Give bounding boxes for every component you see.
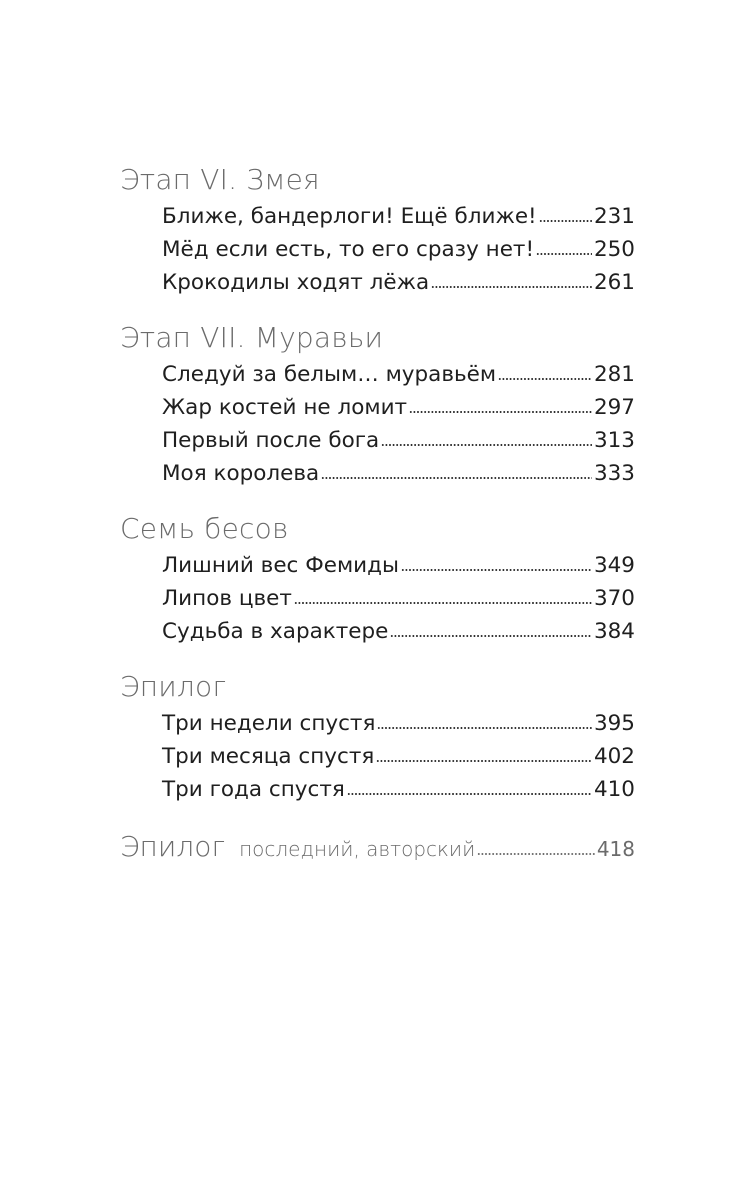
final-epilogue-subtitle: последний, авторский: [239, 837, 476, 861]
section-title: Семь бесов: [120, 512, 289, 545]
toc-entry[interactable]: [162, 463, 635, 485]
page-number: 231: [593, 204, 635, 229]
dot-leader: [390, 635, 592, 637]
toc-entry[interactable]: [162, 746, 635, 768]
entry-title: Три месяца спустя: [162, 744, 375, 769]
entry-title: Судьба в характере: [162, 619, 389, 644]
page-number: 250: [593, 237, 635, 262]
dot-leader: [431, 286, 592, 288]
entry-title: Лишний вес Фемиды: [162, 553, 399, 578]
page-number: 395: [593, 711, 635, 736]
dot-leader: [498, 378, 592, 380]
entry-title: Мёд если есть, то его сразу нет!: [162, 237, 535, 262]
dot-leader: [377, 727, 592, 729]
toc-entry[interactable]: [162, 239, 635, 261]
page-number: 349: [593, 553, 635, 578]
page-number: 333: [593, 461, 635, 486]
dot-leader: [294, 602, 592, 604]
dot-leader: [477, 853, 595, 855]
toc-entry[interactable]: [162, 779, 635, 801]
page-number: 281: [593, 362, 635, 387]
toc-entry[interactable]: [162, 364, 635, 386]
section-title: Эпилог: [120, 670, 227, 703]
final-epilogue-entry[interactable]: [120, 830, 635, 863]
page-number: 418: [596, 837, 635, 861]
toc-entry[interactable]: [162, 713, 635, 735]
entry-title: Жар костей не ломит: [162, 395, 408, 420]
toc-entry[interactable]: [162, 206, 635, 228]
final-epilogue-title: Эпилог: [120, 830, 226, 863]
dot-leader: [536, 253, 592, 255]
entry-title: Три года спустя: [162, 777, 345, 802]
toc-entry[interactable]: [162, 621, 635, 643]
page-number: 370: [593, 586, 635, 611]
dot-leader: [321, 477, 592, 479]
toc-entry[interactable]: [162, 588, 635, 610]
entry-title: Липов цвет: [162, 586, 292, 611]
section-title: Этап VII. Муравьи: [120, 321, 384, 354]
entry-title: Три недели спустя: [162, 711, 376, 736]
page-number: 261: [593, 270, 635, 295]
section-title: Этап VI. Змея: [120, 163, 320, 196]
toc-entry[interactable]: [162, 397, 635, 419]
entry-title: Следуй за белым… муравьём: [162, 362, 497, 387]
entry-title: Моя королева: [162, 461, 320, 486]
dot-leader: [539, 220, 592, 222]
entry-title: Ближе, бандерлоги! Ещё ближе!: [162, 204, 537, 229]
page-number: 313: [593, 428, 635, 453]
dot-leader: [381, 444, 592, 446]
page-number: 384: [593, 619, 635, 644]
toc-entry[interactable]: [162, 555, 635, 577]
toc-entry[interactable]: [162, 430, 635, 452]
entry-title: Крокодилы ходят лёжа: [162, 270, 430, 295]
page-number: 297: [593, 395, 635, 420]
dot-leader: [376, 760, 592, 762]
entry-title: Первый после бога: [162, 428, 380, 453]
dot-leader: [409, 411, 592, 413]
dot-leader: [347, 793, 592, 795]
dot-leader: [401, 569, 592, 571]
page-number: 410: [593, 777, 635, 802]
toc-entry[interactable]: [162, 272, 635, 294]
page-number: 402: [593, 744, 635, 769]
